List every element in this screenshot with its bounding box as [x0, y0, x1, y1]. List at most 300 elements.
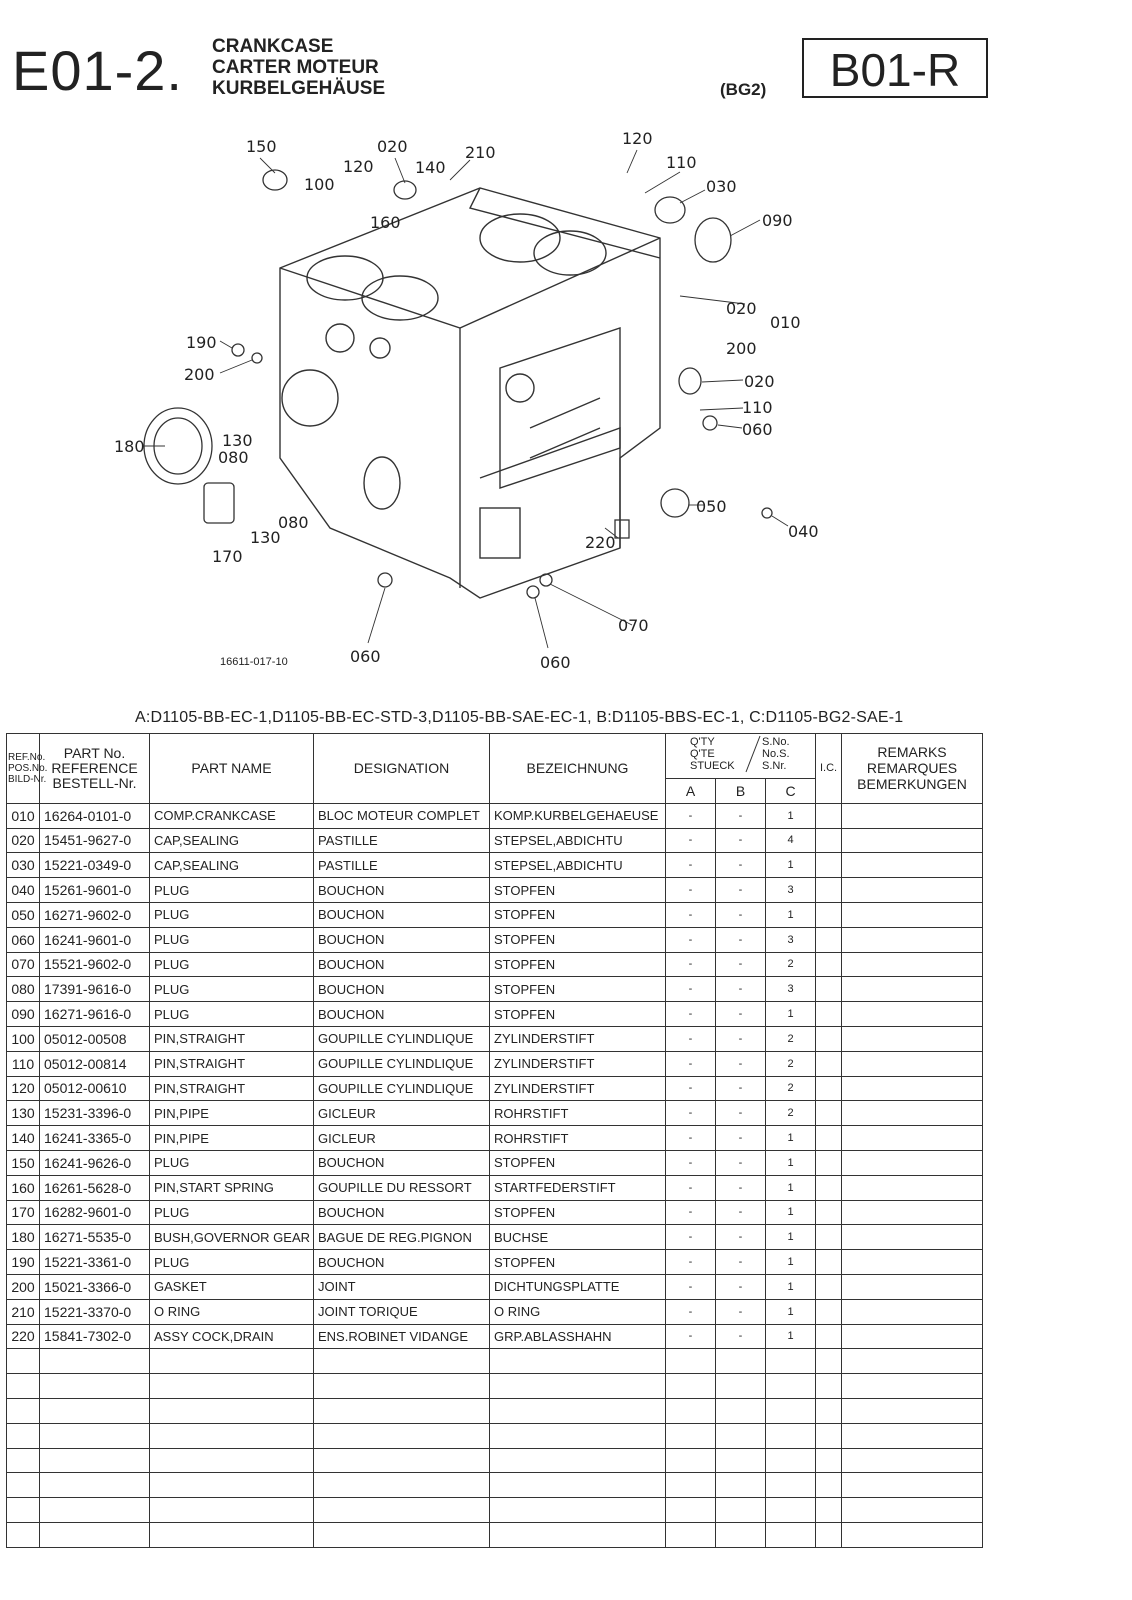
cell-ic [816, 1051, 842, 1076]
part-020-top [394, 181, 416, 199]
callout-label: 210 [465, 143, 496, 162]
empty-cell [816, 1498, 842, 1523]
cell-c: 1 [766, 1002, 816, 1027]
cell-b: - [716, 952, 766, 977]
empty-cell [842, 1473, 983, 1498]
table-row [7, 1175, 983, 1200]
table-row [7, 1200, 983, 1225]
empty-cell [816, 1349, 842, 1374]
callout-label: 110 [742, 398, 773, 417]
cell-name: PIN,STRAIGHT [150, 1026, 314, 1051]
header-quantity: Q'TY Q'TE STUECK S.No. No.S. S.Nr. [666, 734, 816, 779]
empty-cell [766, 1448, 816, 1473]
empty-cell [40, 1473, 150, 1498]
empty-cell [7, 1473, 40, 1498]
cell-part-no: 15221-3361-0 [40, 1250, 150, 1275]
cell-ref: 140 [7, 1126, 40, 1151]
empty-cell [40, 1349, 150, 1374]
cell-name: PLUG [150, 902, 314, 927]
callout-label: 200 [726, 339, 757, 358]
cell-remarks [842, 1175, 983, 1200]
cell-designation: BOUCHON [314, 1200, 490, 1225]
table-row [7, 1324, 983, 1349]
empty-cell [314, 1423, 490, 1448]
cell-part-no: 15841-7302-0 [40, 1324, 150, 1349]
cell-remarks [842, 1324, 983, 1349]
cell-name: PIN,PIPE [150, 1126, 314, 1151]
empty-cell [490, 1398, 666, 1423]
cell-b: - [716, 1002, 766, 1027]
cell-designation: JOINT [314, 1274, 490, 1299]
empty-cell [7, 1349, 40, 1374]
cell-bezeichnung: ROHRSTIFT [490, 1101, 666, 1126]
table-row [7, 853, 983, 878]
cell-ref: 050 [7, 902, 40, 927]
cell-ref: 210 [7, 1299, 40, 1324]
callout-label: 100 [304, 175, 335, 194]
callout-label: 160 [370, 213, 401, 232]
callout-label: 220 [585, 533, 616, 552]
cell-a: - [666, 1002, 716, 1027]
table-row [7, 1299, 983, 1324]
table-row [7, 1250, 983, 1275]
empty-cell [842, 1349, 983, 1374]
header-part-name: PART NAME [150, 734, 314, 804]
cell-ref: 010 [7, 803, 40, 828]
table-row [7, 878, 983, 903]
cell-bezeichnung: STEPSEL,ABDICHTU [490, 853, 666, 878]
cell-b: - [716, 1076, 766, 1101]
cell-c: 2 [766, 1051, 816, 1076]
cell-name: O RING [150, 1299, 314, 1324]
empty-cell [314, 1473, 490, 1498]
empty-row [7, 1423, 983, 1448]
empty-cell [842, 1522, 983, 1547]
cell-ic [816, 1026, 842, 1051]
callout-label: 070 [618, 616, 649, 635]
cell-ref: 170 [7, 1200, 40, 1225]
cell-ic [816, 1250, 842, 1275]
cell-bezeichnung: STOPFEN [490, 927, 666, 952]
cell-b: - [716, 1175, 766, 1200]
empty-cell [7, 1423, 40, 1448]
header-variant: (BG2) [720, 80, 767, 99]
cell-remarks [842, 927, 983, 952]
cell-bezeichnung: GRP.ABLASSHAHN [490, 1324, 666, 1349]
cell-ic [816, 952, 842, 977]
cell-c: 1 [766, 1200, 816, 1225]
cell-designation: ENS.ROBINET VIDANGE [314, 1324, 490, 1349]
cell-part-no: 15261-9601-0 [40, 878, 150, 903]
cell-bezeichnung: STOPFEN [490, 1150, 666, 1175]
callout-label: 120 [622, 129, 653, 148]
cell-ref: 190 [7, 1250, 40, 1275]
empty-cell [716, 1473, 766, 1498]
cell-c: 2 [766, 1101, 816, 1126]
cell-part-no: 15521-9602-0 [40, 952, 150, 977]
part-060-bottom2 [527, 586, 539, 598]
callout-label: 020 [726, 299, 757, 318]
table-row [7, 977, 983, 1002]
empty-cell [7, 1398, 40, 1423]
header-ic: I.C. [816, 734, 842, 804]
cell-designation: GOUPILLE DU RESSORT [314, 1175, 490, 1200]
cell-part-no: 15451-9627-0 [40, 828, 150, 853]
cell-b: - [716, 1225, 766, 1250]
cell-c: 2 [766, 952, 816, 977]
cell-c: 1 [766, 1299, 816, 1324]
empty-cell [766, 1498, 816, 1523]
cell-ref: 040 [7, 878, 40, 903]
cell-c: 1 [766, 1250, 816, 1275]
cell-bezeichnung: ZYLINDERSTIFT [490, 1026, 666, 1051]
cell-designation: BOUCHON [314, 1250, 490, 1275]
callout-label: 080 [278, 513, 309, 532]
empty-cell [716, 1448, 766, 1473]
empty-cell [766, 1522, 816, 1547]
cell-ic [816, 1200, 842, 1225]
callout-label: 190 [186, 333, 217, 352]
empty-cell [490, 1374, 666, 1399]
cell-a: - [666, 1175, 716, 1200]
cell-a: - [666, 1150, 716, 1175]
cell-part-no: 16271-9616-0 [40, 1002, 150, 1027]
cell-ic [816, 828, 842, 853]
empty-cell [666, 1473, 716, 1498]
cell-designation: BOUCHON [314, 952, 490, 977]
callout-label: 050 [696, 497, 727, 516]
table-row [7, 1026, 983, 1051]
header-designation: DESIGNATION [314, 734, 490, 804]
cell-part-no: 16271-5535-0 [40, 1225, 150, 1250]
empty-row [7, 1522, 983, 1547]
empty-cell [150, 1473, 314, 1498]
cell-ic [816, 853, 842, 878]
cell-designation: PASTILLE [314, 853, 490, 878]
empty-cell [40, 1448, 150, 1473]
cell-c: 1 [766, 1225, 816, 1250]
empty-cell [150, 1498, 314, 1523]
cell-bezeichnung: ZYLINDERSTIFT [490, 1051, 666, 1076]
part-020-right [679, 368, 701, 394]
empty-cell [816, 1473, 842, 1498]
cell-part-no: 17391-9616-0 [40, 977, 150, 1002]
empty-cell [490, 1448, 666, 1473]
cell-a: - [666, 853, 716, 878]
cell-ic [816, 927, 842, 952]
cell-remarks [842, 1250, 983, 1275]
cell-designation: BAGUE DE REG.PIGNON [314, 1225, 490, 1250]
cell-c: 1 [766, 853, 816, 878]
cell-remarks [842, 1126, 983, 1151]
callout-label: 020 [377, 137, 408, 156]
cell-part-no: 16271-9602-0 [40, 902, 150, 927]
cell-ic [816, 977, 842, 1002]
cell-designation: GICLEUR [314, 1101, 490, 1126]
parts-table-body [7, 803, 983, 1547]
cell-ref: 130 [7, 1101, 40, 1126]
cell-b: - [716, 1299, 766, 1324]
table-row [7, 1126, 983, 1151]
cell-b: - [716, 1200, 766, 1225]
callout-label: 060 [742, 420, 773, 439]
cell-name: ASSY COCK,DRAIN [150, 1324, 314, 1349]
cell-remarks [842, 977, 983, 1002]
callout-label: 010 [770, 313, 801, 332]
cell-remarks [842, 1225, 983, 1250]
cell-bezeichnung: STARTFEDERSTIFT [490, 1175, 666, 1200]
callout-label: 140 [415, 158, 446, 177]
empty-row [7, 1398, 983, 1423]
empty-cell [716, 1522, 766, 1547]
empty-cell [766, 1423, 816, 1448]
cell-a: - [666, 1101, 716, 1126]
part-200 [252, 353, 262, 363]
table-row [7, 1076, 983, 1101]
callout-label: 130 [250, 528, 281, 547]
cell-bezeichnung: STOPFEN [490, 1200, 666, 1225]
cell-bezeichnung: ROHRSTIFT [490, 1126, 666, 1151]
empty-cell [716, 1349, 766, 1374]
cell-part-no: 05012-00814 [40, 1051, 150, 1076]
header-qty-a: A [666, 779, 716, 804]
cell-c: 2 [766, 1076, 816, 1101]
cell-remarks [842, 902, 983, 927]
cell-b: - [716, 1051, 766, 1076]
empty-cell [40, 1498, 150, 1523]
callout-label: 120 [343, 157, 374, 176]
header-ref-no: REF.No. POS.No. BILD-Nr. [7, 734, 40, 804]
cell-name: GASKET [150, 1274, 314, 1299]
cell-name: PLUG [150, 927, 314, 952]
empty-cell [490, 1498, 666, 1523]
part-170 [204, 483, 234, 523]
empty-cell [7, 1498, 40, 1523]
cell-ic [816, 803, 842, 828]
cell-bezeichnung: STEPSEL,ABDICHTU [490, 828, 666, 853]
cell-c: 1 [766, 1126, 816, 1151]
header-part-no: PART No. REFERENCE BESTELL-Nr. [40, 734, 150, 804]
callout-label: 090 [762, 211, 793, 230]
empty-row [7, 1349, 983, 1374]
cell-remarks [842, 1200, 983, 1225]
empty-cell [490, 1423, 666, 1448]
part-050 [661, 489, 689, 517]
cell-b: - [716, 977, 766, 1002]
cell-name: PLUG [150, 952, 314, 977]
empty-cell [40, 1423, 150, 1448]
callout-label: 030 [706, 177, 737, 196]
cell-bezeichnung: DICHTUNGSPLATTE [490, 1274, 666, 1299]
empty-cell [150, 1398, 314, 1423]
cell-a: - [666, 1225, 716, 1250]
cell-bezeichnung: STOPFEN [490, 902, 666, 927]
empty-row [7, 1448, 983, 1473]
empty-cell [816, 1522, 842, 1547]
cell-bezeichnung: STOPFEN [490, 1250, 666, 1275]
cell-a: - [666, 1126, 716, 1151]
part-090 [695, 218, 731, 262]
cell-designation: GOUPILLE CYLINDLIQUE [314, 1076, 490, 1101]
exploded-diagram [100, 128, 1000, 698]
empty-cell [150, 1374, 314, 1399]
table-row [7, 1150, 983, 1175]
empty-cell [666, 1349, 716, 1374]
cell-ref: 080 [7, 977, 40, 1002]
model-applicability-line: A:D1105-BB-EC-1,D1105-BB-EC-STD-3,D1105-BB-SAE-EC-1, B:D1105-BBS-EC-1, C:D1105-BG2-SAE-1 [135, 709, 904, 726]
cell-a: - [666, 828, 716, 853]
table-row [7, 828, 983, 853]
cell-ref: 090 [7, 1002, 40, 1027]
cell-name: PLUG [150, 878, 314, 903]
empty-cell [666, 1522, 716, 1547]
cell-remarks [842, 1299, 983, 1324]
empty-cell [40, 1398, 150, 1423]
cell-ic [816, 1101, 842, 1126]
title-english: CRANKCASE [212, 36, 334, 57]
callout-label: 040 [788, 522, 819, 541]
callout-label: 200 [184, 365, 215, 384]
cell-bezeichnung: STOPFEN [490, 878, 666, 903]
cell-ref: 150 [7, 1150, 40, 1175]
cell-a: - [666, 878, 716, 903]
cell-a: - [666, 1274, 716, 1299]
cell-name: PLUG [150, 1002, 314, 1027]
cell-designation: GICLEUR [314, 1126, 490, 1151]
empty-cell [716, 1498, 766, 1523]
empty-cell [666, 1498, 716, 1523]
cell-name: PLUG [150, 1250, 314, 1275]
empty-cell [150, 1522, 314, 1547]
cell-ic [816, 878, 842, 903]
cell-c: 1 [766, 1324, 816, 1349]
empty-cell [816, 1398, 842, 1423]
callout-label: 060 [350, 647, 381, 666]
cell-b: - [716, 902, 766, 927]
empty-cell [150, 1349, 314, 1374]
drawing-number: 16611-017-10 [220, 656, 288, 668]
cell-a: - [666, 902, 716, 927]
empty-cell [40, 1374, 150, 1399]
empty-cell [716, 1398, 766, 1423]
empty-cell [816, 1423, 842, 1448]
cell-a: - [666, 1299, 716, 1324]
cell-ic [816, 1126, 842, 1151]
table-row [7, 1101, 983, 1126]
callout-label: 020 [744, 372, 775, 391]
cell-ic [816, 1274, 842, 1299]
cell-b: - [716, 1274, 766, 1299]
cell-b: - [716, 927, 766, 952]
cell-ic [816, 1225, 842, 1250]
cell-name: PIN,PIPE [150, 1101, 314, 1126]
cell-part-no: 15221-0349-0 [40, 853, 150, 878]
empty-cell [766, 1398, 816, 1423]
empty-cell [314, 1448, 490, 1473]
cell-ic [816, 1324, 842, 1349]
cell-remarks [842, 1076, 983, 1101]
cell-part-no: 16241-3365-0 [40, 1126, 150, 1151]
empty-cell [314, 1374, 490, 1399]
cell-designation: GOUPILLE CYLINDLIQUE [314, 1026, 490, 1051]
cell-name: PLUG [150, 977, 314, 1002]
cell-designation: BOUCHON [314, 878, 490, 903]
empty-cell [816, 1448, 842, 1473]
header-qty-c: C [766, 779, 816, 804]
cell-c: 1 [766, 803, 816, 828]
cell-bezeichnung: O RING [490, 1299, 666, 1324]
cell-name: CAP,SEALING [150, 828, 314, 853]
cell-b: - [716, 878, 766, 903]
cell-a: - [666, 1026, 716, 1051]
title-german: KURBELGEHÄUSE [212, 78, 386, 99]
cell-ref: 110 [7, 1051, 40, 1076]
cell-ic [816, 1150, 842, 1175]
cell-ic [816, 1299, 842, 1324]
part-060-right [703, 416, 717, 430]
empty-cell [314, 1398, 490, 1423]
empty-cell [842, 1498, 983, 1523]
part-040 [762, 508, 772, 518]
cell-designation: BOUCHON [314, 902, 490, 927]
cell-bezeichnung: STOPFEN [490, 952, 666, 977]
cell-name: PIN,STRAIGHT [150, 1076, 314, 1101]
empty-cell [666, 1448, 716, 1473]
cell-designation: BOUCHON [314, 927, 490, 952]
table-row [7, 803, 983, 828]
cell-remarks [842, 1150, 983, 1175]
cell-ref: 060 [7, 927, 40, 952]
callout-label: 170 [212, 547, 243, 566]
callout-label: 080 [218, 448, 249, 467]
empty-cell [150, 1423, 314, 1448]
cell-ic [816, 1076, 842, 1101]
table-row [7, 952, 983, 977]
header-qty-b: B [716, 779, 766, 804]
cell-part-no: 16241-9626-0 [40, 1150, 150, 1175]
part-060-bottom [378, 573, 392, 587]
cell-designation: PASTILLE [314, 828, 490, 853]
cell-remarks [842, 952, 983, 977]
header-remarks: REMARKS REMARQUES BEMERKUNGEN [842, 734, 983, 804]
empty-cell [766, 1349, 816, 1374]
cell-designation: BOUCHON [314, 1002, 490, 1027]
part-190 [232, 344, 244, 356]
cell-ref: 100 [7, 1026, 40, 1051]
cell-a: - [666, 977, 716, 1002]
cell-part-no: 15221-3370-0 [40, 1299, 150, 1324]
cell-c: 1 [766, 1175, 816, 1200]
empty-cell [490, 1473, 666, 1498]
title-french: CARTER MOTEUR [212, 57, 379, 78]
cell-ref: 180 [7, 1225, 40, 1250]
callout-label: 150 [246, 137, 277, 156]
cell-bezeichnung: STOPFEN [490, 977, 666, 1002]
cell-b: - [716, 1250, 766, 1275]
header-box-code: B01-R [802, 38, 988, 98]
empty-row [7, 1473, 983, 1498]
empty-cell [7, 1448, 40, 1473]
table-row [7, 1002, 983, 1027]
empty-row [7, 1498, 983, 1523]
empty-cell [314, 1349, 490, 1374]
cell-part-no: 16264-0101-0 [40, 803, 150, 828]
empty-cell [766, 1374, 816, 1399]
empty-cell [666, 1423, 716, 1448]
cell-remarks [842, 853, 983, 878]
empty-cell [842, 1398, 983, 1423]
empty-cell [490, 1349, 666, 1374]
